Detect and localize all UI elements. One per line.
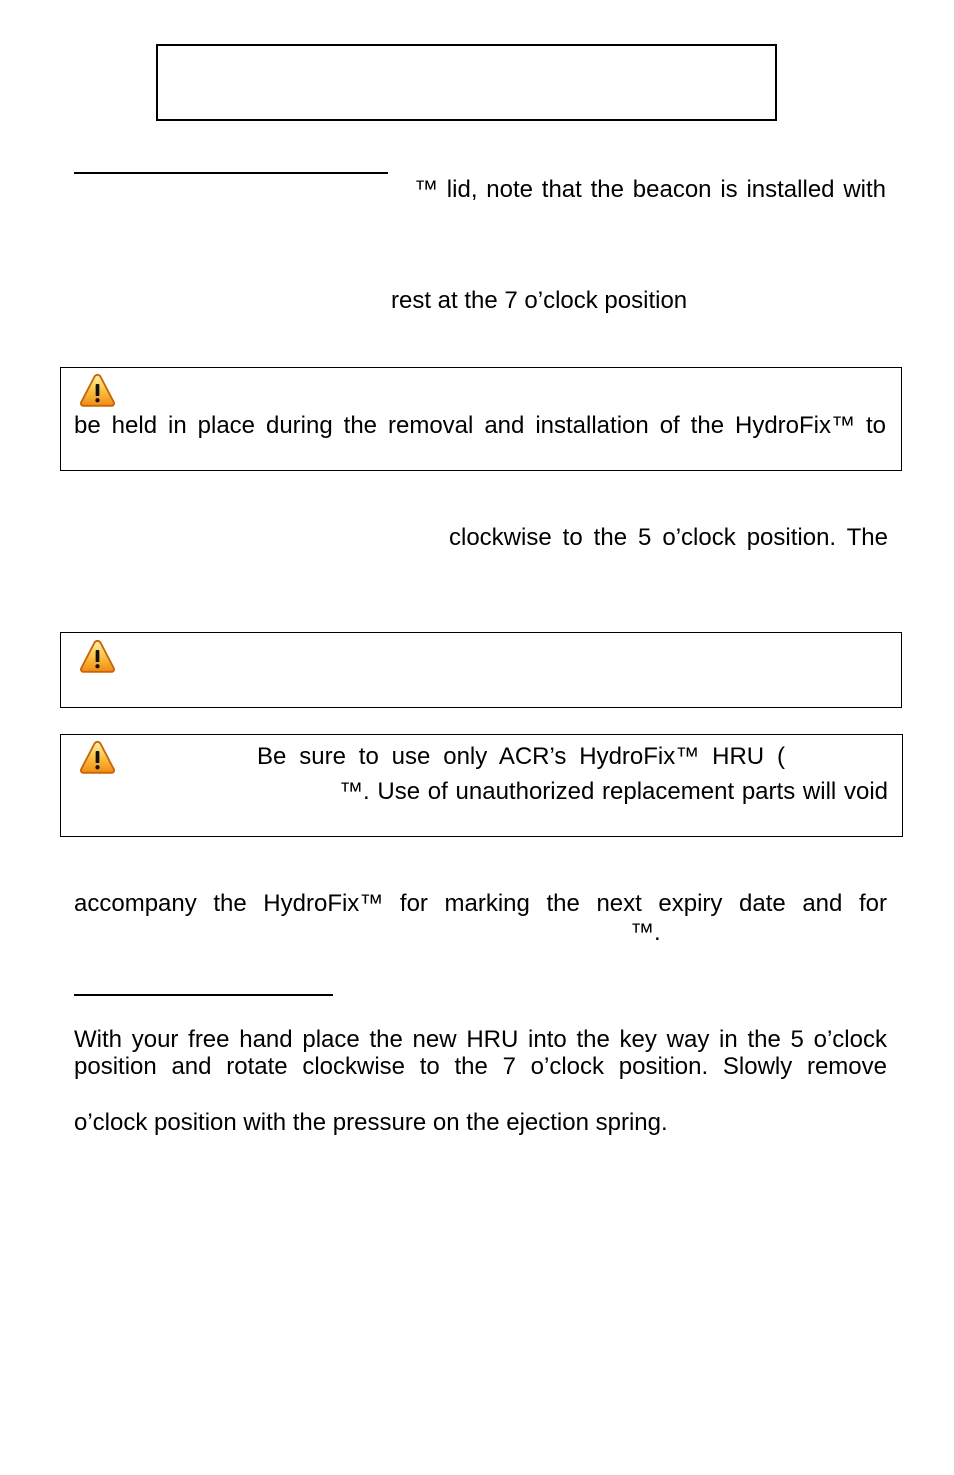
heading-underline-2 bbox=[74, 994, 333, 996]
warning-icon bbox=[79, 372, 116, 409]
caution-box-2 bbox=[60, 632, 902, 708]
caution1-text: be held in place during the removal and installation of the HydroFix™ to bbox=[74, 412, 886, 439]
section3-line1: accompany the HydroFix™ for marking the next expiry date and for bbox=[74, 890, 887, 917]
section4-line2: position and rotate clockwise to the 7 o’clock position. Slowly remove bbox=[74, 1053, 887, 1080]
title-box bbox=[156, 44, 777, 121]
caution3-line1: Be sure to use only ACR’s HydroFix™ HRU ( bbox=[257, 743, 785, 770]
section3-line2: ™. bbox=[630, 919, 661, 946]
heading-underline-1 bbox=[74, 172, 388, 174]
section1-line2: rest at the 7 o’clock position bbox=[391, 287, 688, 314]
caution3-line2: ™. Use of unauthorized replacement parts will void bbox=[339, 778, 888, 805]
warning-icon bbox=[79, 638, 116, 675]
section4-line3: o’clock position with the pressure on the ejection spring. bbox=[74, 1109, 668, 1136]
section4-line1: With your free hand place the new HRU into the key way in the 5 o’clock bbox=[74, 1026, 887, 1053]
section1-line1: ™ lid, note that the beacon is installed with bbox=[414, 176, 886, 203]
section2-line1: clockwise to the 5 o’clock position. The bbox=[449, 524, 888, 551]
warning-icon bbox=[79, 739, 116, 776]
